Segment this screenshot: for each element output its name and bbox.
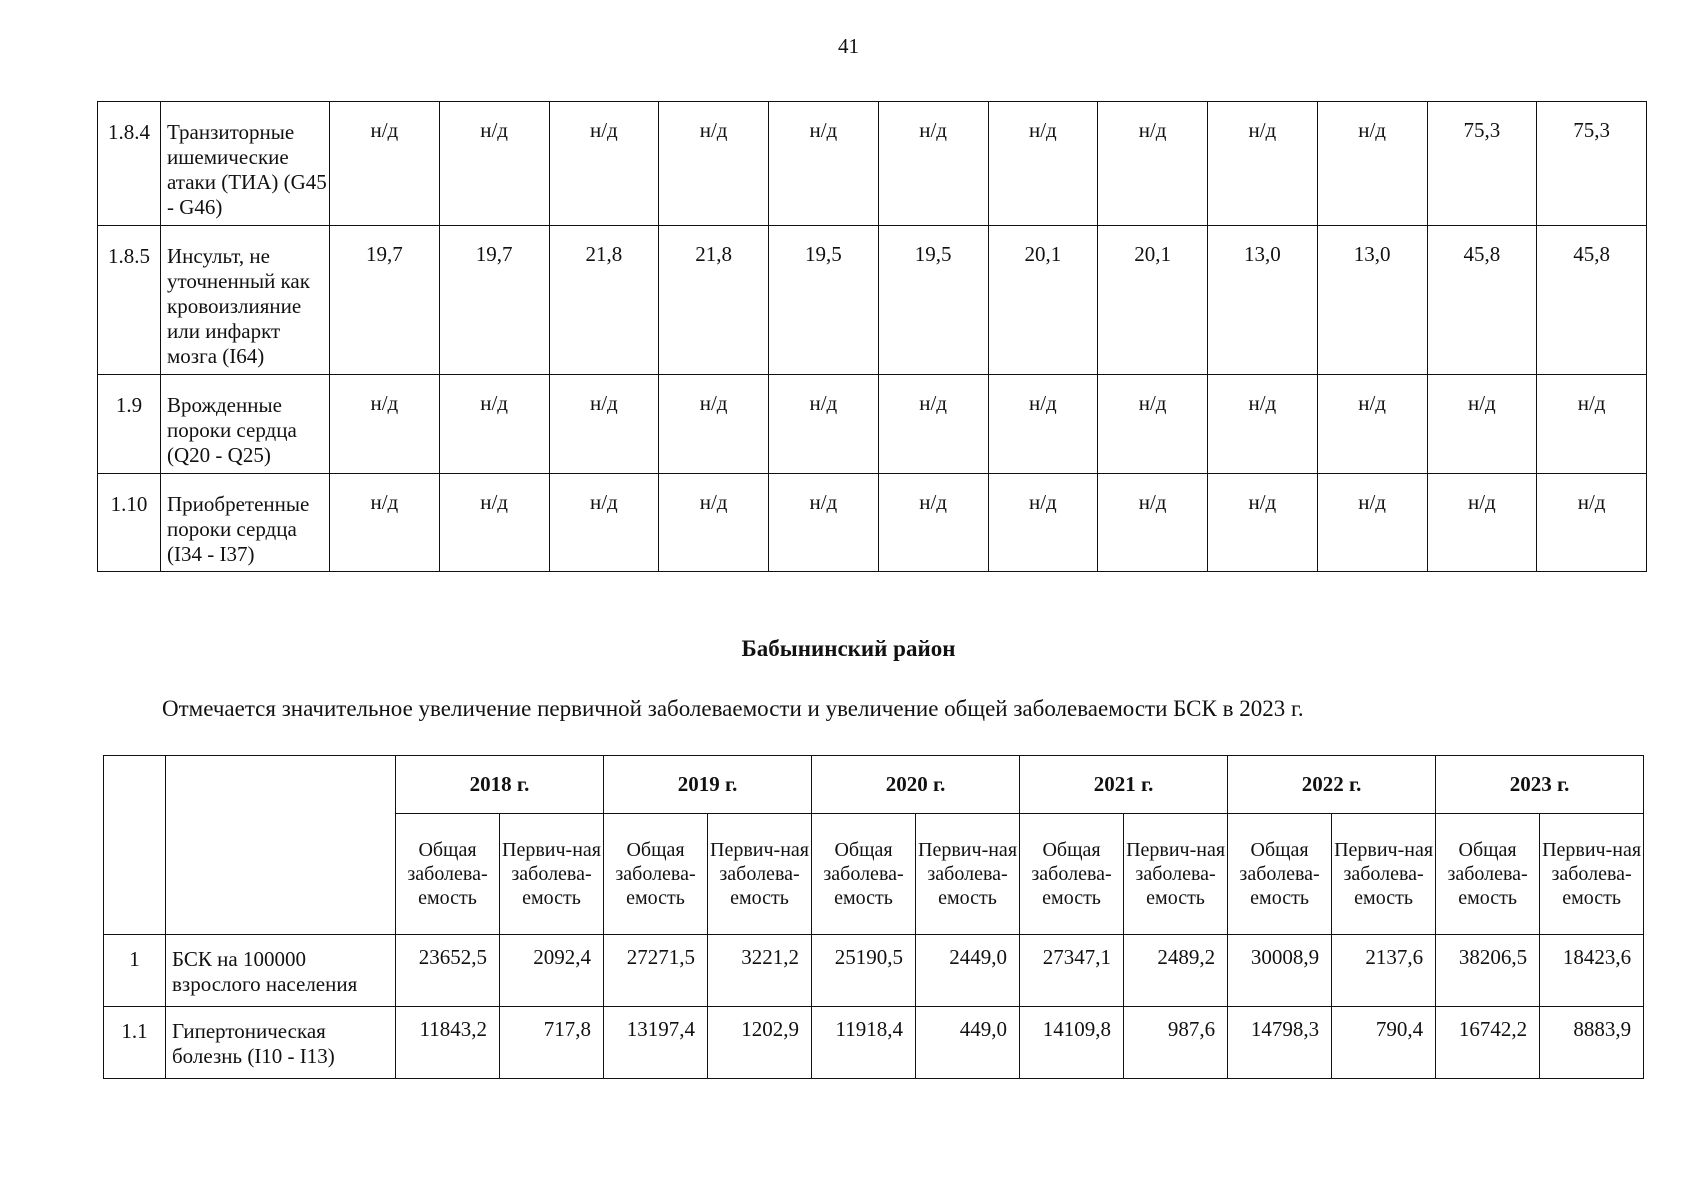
cell-value: 30008,9 (1228, 935, 1332, 1007)
row-number: 1.1 (104, 1007, 166, 1079)
section-title: Бабынинский район (741, 636, 956, 661)
cell-value: 21,8 (549, 226, 659, 375)
year-header: 2019 г. (604, 756, 812, 814)
cell-value: н/д (330, 102, 440, 226)
row-number: 1.8.4 (98, 102, 161, 226)
subheader-primary: Первич-ная заболева-емость (500, 814, 604, 935)
cell-value: 449,0 (916, 1007, 1020, 1079)
cell-value: 1202,9 (708, 1007, 812, 1079)
cell-value: 8883,9 (1540, 1007, 1644, 1079)
subheader-general: Общая заболева-емость (1228, 814, 1332, 935)
cell-value: 20,1 (988, 226, 1098, 375)
row-number: 1.8.5 (98, 226, 161, 375)
cell-value: н/д (659, 474, 769, 572)
cell-value: н/д (549, 375, 659, 474)
cell-value: н/д (1098, 102, 1208, 226)
row-number: 1 (104, 935, 166, 1007)
year-header: 2020 г. (812, 756, 1020, 814)
cell-value: н/д (1427, 375, 1537, 474)
cell-value: 23652,5 (396, 935, 500, 1007)
page-number: 41 (838, 34, 859, 58)
cell-value: н/д (769, 474, 879, 572)
cell-value: н/д (549, 102, 659, 226)
cell-value: н/д (439, 375, 549, 474)
cell-value: 2489,2 (1124, 935, 1228, 1007)
row-name: БСК на 100000 взрослого населения (166, 935, 396, 1007)
cell-value: 45,8 (1537, 226, 1647, 375)
row-name: Гипертоническая болезнь (I10 - I13) (166, 1007, 396, 1079)
cell-value: н/д (330, 474, 440, 572)
subheader-general: Общая заболева-емость (604, 814, 708, 935)
section-paragraph: Отмечается значительное увеличение первичной заболеваемости и увеличение общей заболеваемости БСК в 2023 г. (162, 696, 1304, 721)
cell-value: 2137,6 (1332, 935, 1436, 1007)
cell-value: 790,4 (1332, 1007, 1436, 1079)
table-row (98, 102, 1647, 226)
cell-value: н/д (1317, 474, 1427, 572)
cell-value: 13,0 (1208, 226, 1318, 375)
cell-value: 25190,5 (812, 935, 916, 1007)
year-header: 2018 г. (396, 756, 604, 814)
cell-value: 2449,0 (916, 935, 1020, 1007)
cell-value: 75,3 (1537, 102, 1647, 226)
row-name: Приобретенные пороки сердца (I34 - I37) (161, 474, 330, 572)
cell-value: 3221,2 (708, 935, 812, 1007)
cell-value: н/д (1427, 474, 1537, 572)
cell-value: 38206,5 (1436, 935, 1540, 1007)
table-row (98, 474, 1647, 572)
subheader-primary: Первич-ная заболева-емость (916, 814, 1020, 935)
cell-value: н/д (988, 102, 1098, 226)
table-row (104, 935, 1644, 1007)
cell-value: н/д (878, 102, 988, 226)
district-morbidity-table (103, 755, 1644, 1079)
cell-value: н/д (1208, 474, 1318, 572)
subheader-primary: Первич-ная заболева-емость (1332, 814, 1436, 935)
cell-value: н/д (439, 102, 549, 226)
year-header: 2023 г. (1436, 756, 1644, 814)
subheader-general: Общая заболева-емость (396, 814, 500, 935)
row-number: 1.10 (98, 474, 161, 572)
cell-value: 13,0 (1317, 226, 1427, 375)
subheader-primary: Первич-ная заболева-емость (1124, 814, 1228, 935)
cell-value: 11918,4 (812, 1007, 916, 1079)
row-number: 1.9 (98, 375, 161, 474)
subheader-general: Общая заболева-емость (1436, 814, 1540, 935)
cell-value: н/д (878, 474, 988, 572)
cell-value: н/д (988, 375, 1098, 474)
table-row (98, 375, 1647, 474)
cell-value: н/д (1317, 102, 1427, 226)
cell-value: 19,7 (439, 226, 549, 375)
subheader-primary: Первич-ная заболева-емость (1540, 814, 1644, 935)
cell-value: н/д (1098, 474, 1208, 572)
table-row (98, 226, 1647, 375)
subheader-general: Общая заболева-емость (812, 814, 916, 935)
cell-value: н/д (1317, 375, 1427, 474)
header-name-cell (166, 756, 396, 935)
cell-value: н/д (1537, 474, 1647, 572)
cell-value: 14798,3 (1228, 1007, 1332, 1079)
cell-value: н/д (1537, 375, 1647, 474)
cell-value: н/д (988, 474, 1098, 572)
cell-value: 13197,4 (604, 1007, 708, 1079)
cell-value: н/д (769, 375, 879, 474)
cell-value: 19,7 (330, 226, 440, 375)
row-name: Транзиторные ишемические атаки (ТИА) (G45 - G46) (161, 102, 330, 226)
cell-value: н/д (659, 375, 769, 474)
cell-value: 987,6 (1124, 1007, 1228, 1079)
cell-value: 27347,1 (1020, 935, 1124, 1007)
cell-value: 717,8 (500, 1007, 604, 1079)
cell-value: н/д (1208, 375, 1318, 474)
year-header: 2021 г. (1020, 756, 1228, 814)
cell-value: 14109,8 (1020, 1007, 1124, 1079)
row-name: Врожденные пороки сердца (Q20 - Q25) (161, 375, 330, 474)
cell-value: н/д (659, 102, 769, 226)
cell-value: 16742,2 (1436, 1007, 1540, 1079)
cell-value: 45,8 (1427, 226, 1537, 375)
cell-value: 11843,2 (396, 1007, 500, 1079)
year-header-row (104, 756, 1644, 814)
cell-value: 19,5 (878, 226, 988, 375)
cell-value: н/д (878, 375, 988, 474)
cell-value: н/д (549, 474, 659, 572)
cell-value: 20,1 (1098, 226, 1208, 375)
cell-value: 27271,5 (604, 935, 708, 1007)
header-num-cell (104, 756, 166, 935)
cell-value: 2092,4 (500, 935, 604, 1007)
subheader-primary: Первич-ная заболева-емость (708, 814, 812, 935)
disease-table-continued (97, 101, 1647, 572)
subheader-general: Общая заболева-емость (1020, 814, 1124, 935)
cell-value: 75,3 (1427, 102, 1537, 226)
row-name: Инсульт, не уточненный как кровоизлияние или инфаркт мозга (I64) (161, 226, 330, 375)
cell-value: н/д (330, 375, 440, 474)
cell-value: 18423,6 (1540, 935, 1644, 1007)
cell-value: 21,8 (659, 226, 769, 375)
cell-value: н/д (1098, 375, 1208, 474)
cell-value: н/д (769, 102, 879, 226)
cell-value: н/д (439, 474, 549, 572)
table-row (104, 1007, 1644, 1079)
cell-value: 19,5 (769, 226, 879, 375)
year-header: 2022 г. (1228, 756, 1436, 814)
cell-value: н/д (1208, 102, 1318, 226)
